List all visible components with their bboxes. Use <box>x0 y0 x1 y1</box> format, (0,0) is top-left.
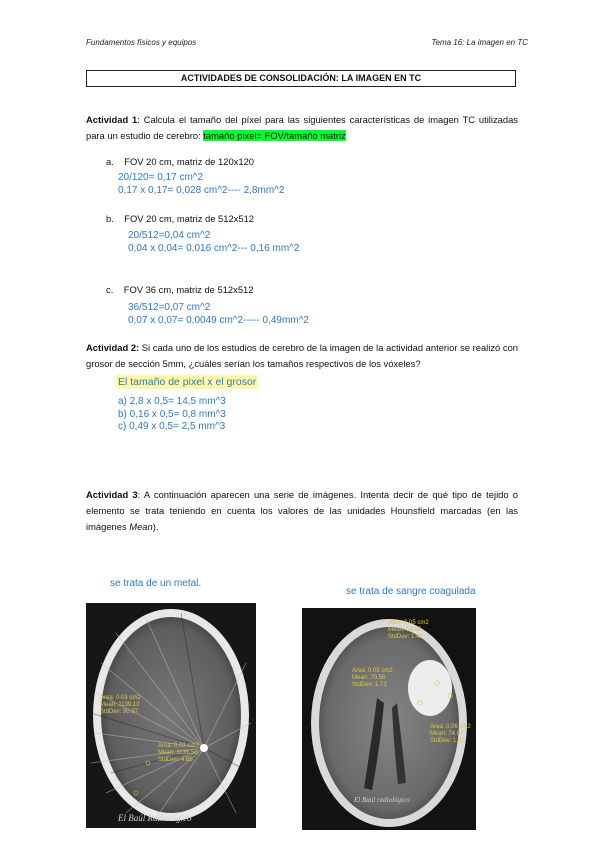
left-label-4: Area: 0.03 cm2 <box>158 743 199 749</box>
activity1-answer-a <box>118 172 284 197</box>
left-label-3: StdDev: 90.97 <box>100 709 139 715</box>
activity2-statement <box>86 340 518 372</box>
left-watermark: El Baúl Radiológico <box>118 813 192 823</box>
item-text: FOV 36 cm, matriz de 512x512 <box>123 284 254 295</box>
activity3-statement <box>86 487 518 535</box>
item-letter: b. <box>106 213 114 224</box>
right-label-9: StdDev: 1.41 <box>430 738 465 744</box>
activity1-text: : Calcula el tamaño del píxel para las siguientes características de imagen TC utilizadas para un estudio de cerebro: <box>86 114 518 141</box>
answer-line: 36/512=0,07 cm^2 <box>128 302 211 313</box>
answer-line: b) 0,16 x 0,5= 0,8 mm^3 <box>118 408 226 420</box>
right-label-1: Area: 0.05 cm2 <box>388 620 429 626</box>
item-text: FOV 20 cm, matriz de 120x120 <box>124 156 254 167</box>
answer-line: c) 0,49 x 0,5= 2,5 mm^3 <box>118 421 226 432</box>
ct-scan-metal <box>86 603 256 828</box>
activity1-item-c <box>106 284 253 295</box>
header-right: Tema 16: La imagen en TC <box>431 38 528 47</box>
answer-line: a) 2,8 x 0,5= 14,5 mm^3 <box>118 396 226 407</box>
right-label-8: Mean: 74.07 <box>430 731 464 737</box>
answer-line: 0,17 x 0,17= 0,028 cm^2---- 2,8mm^2 <box>118 184 285 196</box>
answer-line: 0,07 x 0,07= 0,0049 cm^2----- 0,49mm^2 <box>128 314 309 326</box>
right-label-5: Mean: 70.56 <box>352 675 386 681</box>
right-image-caption: se trata de sangre coagulada <box>346 586 476 597</box>
activity2-answers <box>118 396 226 434</box>
activity1-label: Actividad 1 <box>86 114 138 125</box>
activity1-statement <box>86 112 518 144</box>
activity3-text: : A continuación aparecen una serie de imágenes. Intenta decir de qué tipo de tejido o elemento se trata teniendo en cuenta los valores de las unidades Hounsfield marcadas (en las imágenes <box>86 489 518 532</box>
header-left: Fundamentos físicos y equipos <box>86 38 197 47</box>
activity1-answer-c <box>128 302 309 327</box>
right-label-4: Area: 0.05 cm2 <box>352 668 393 674</box>
right-label-2: Mean: 59.06 <box>388 627 422 633</box>
item-letter: c. <box>106 284 114 295</box>
right-label-3: StdDev: 1.43 <box>388 634 423 640</box>
right-watermark: El Baúl radiológico <box>354 796 410 804</box>
item-text: FOV 20 cm, matriz de 512x512 <box>124 213 254 224</box>
activity2-note <box>116 376 258 389</box>
activity2-label: Actividad 2: <box>86 342 140 353</box>
ct-scan-blood <box>302 608 476 830</box>
right-label-6: StdDev: 1.73 <box>352 682 387 688</box>
activity1-formula-highlight: tamaño pixel= FOV/tamaño matriz <box>203 130 346 141</box>
item-letter: a. <box>106 156 114 167</box>
right-label-7: Area: 0.06 cm2 <box>430 724 471 730</box>
section-title: ACTIVIDADES DE CONSOLIDACIÓN: LA IMAGEN EN TC <box>86 70 516 87</box>
ct-scan-blood-graphic <box>302 608 476 830</box>
activity3-label: Actividad 3 <box>86 489 138 500</box>
activity2-highlight: El tamaño de pixel x el grosor <box>118 376 257 388</box>
left-label-1: Area: 0.03 cm2 <box>100 695 141 701</box>
left-image-caption: se trata de un metal. <box>110 578 202 589</box>
left-label-6: StdDev: 4.65 <box>158 757 193 763</box>
activity2-text: Si cada uno de los estudios de cerebro de la imagen de la actividad anterior se realizó con grosor de sección 5mm, ¿cuáles serían los tamaños respectivos de los vóxeles? <box>86 342 519 369</box>
activity3-text-end: ). <box>152 521 159 532</box>
ct-scan-metal-graphic <box>86 603 256 828</box>
activity1-item-a <box>106 156 254 167</box>
activity1-answer-b <box>128 230 299 255</box>
activity1-item-b <box>106 213 254 224</box>
left-label-5: Mean: 1139.50 <box>158 750 198 756</box>
activity3-italic: Mean <box>129 521 153 532</box>
answer-line: 0,04 x 0,04= 0,016 cm^2--- 0,16 mm^2 <box>128 242 300 254</box>
answer-line: 20/512=0,04 cm^2 <box>128 230 211 241</box>
left-label-2: Mean: 1139.10 <box>100 702 140 708</box>
answer-line: 20/120= 0,17 cm^2 <box>118 172 204 183</box>
